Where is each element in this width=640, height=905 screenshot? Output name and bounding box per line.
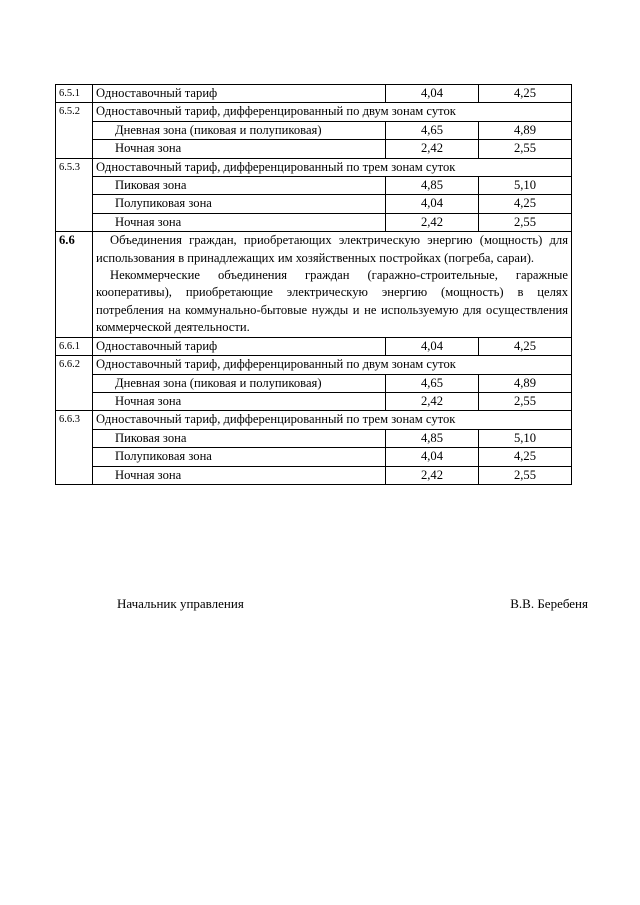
tariff-value-1: 4,65: [386, 121, 479, 139]
tariff-value-2: 2,55: [479, 213, 572, 231]
zone-label: Пиковая зона: [93, 429, 386, 447]
item-number: 6.6.3: [56, 411, 93, 485]
description-paragraph: Некоммерческие объединения граждан (гаражно-строительные, гаражные кооперативы), приобретающие электрическую энергию (мощность) в целях потребления на коммунально-бытовые нужды и не используемую для осуществления коммерческой деятельности.: [96, 268, 568, 335]
tariff-value-2: 5,10: [479, 429, 572, 447]
tariff-value-2: 4,25: [479, 337, 572, 355]
signatory-name: В.В. Беребеня: [510, 596, 588, 611]
description-paragraph: Объединения граждан, приобретающих электрическую энергию (мощность) для использования в принадлежащих им хозяйственных постройках (погреба, сараи).: [96, 233, 568, 265]
table-row: [56, 466, 572, 484]
table-row: [56, 158, 572, 176]
tariff-value-2: 4,89: [479, 374, 572, 392]
tariff-value-2: 5,10: [479, 177, 572, 195]
table-row: [56, 213, 572, 231]
table-row: [56, 374, 572, 392]
table-row: [56, 103, 572, 121]
zone-label: Ночная зона: [93, 213, 386, 231]
tariff-value-1: 4,04: [386, 448, 479, 466]
tariff-value-2: 2,55: [479, 392, 572, 410]
table-row: [56, 356, 572, 374]
tariff-table: [55, 84, 572, 485]
tariff-value-1: 4,04: [386, 337, 479, 355]
section-heading: Одноставочный тариф, дифференцированный по трем зонам суток: [93, 158, 572, 176]
table-row: [56, 411, 572, 429]
item-number: 6.5.2: [56, 103, 93, 158]
table-row: [56, 140, 572, 158]
zone-label: Пиковая зона: [93, 177, 386, 195]
zone-label: Ночная зона: [93, 466, 386, 484]
tariff-value-2: 2,55: [479, 140, 572, 158]
zone-label: Полупиковая зона: [93, 195, 386, 213]
tariff-value-2: 4,89: [479, 121, 572, 139]
tariff-value-1: 4,65: [386, 374, 479, 392]
zone-label: Ночная зона: [93, 140, 386, 158]
item-number: 6.6: [56, 232, 93, 337]
section-heading: Одноставочный тариф, дифференцированный по двум зонам суток: [93, 103, 572, 121]
item-number: 6.5.3: [56, 158, 93, 232]
tariff-value-2: 4,25: [479, 448, 572, 466]
zone-label: Дневная зона (пиковая и полупиковая): [93, 374, 386, 392]
tariff-value-2: 4,25: [479, 195, 572, 213]
tariff-value-2: 2,55: [479, 466, 572, 484]
table-row: [56, 429, 572, 447]
item-number: 6.5.1: [56, 85, 93, 103]
table-row: [56, 337, 572, 355]
tariff-value-1: 4,85: [386, 177, 479, 195]
tariff-value-2: 4,25: [479, 85, 572, 103]
tariff-value-1: 2,42: [386, 213, 479, 231]
tariff-value-1: 4,04: [386, 85, 479, 103]
tariff-value-1: 4,04: [386, 195, 479, 213]
tariff-label: Одноставочный тариф: [93, 337, 386, 355]
table-row: [56, 392, 572, 410]
zone-label: Дневная зона (пиковая и полупиковая): [93, 121, 386, 139]
tariff-value-1: 4,85: [386, 429, 479, 447]
section-heading: Одноставочный тариф, дифференцированный по трем зонам суток: [93, 411, 572, 429]
category-description: [93, 232, 572, 337]
signatory-position: Начальник управления: [117, 596, 244, 611]
table-row: [56, 195, 572, 213]
section-heading: Одноставочный тариф, дифференцированный по двум зонам суток: [93, 356, 572, 374]
tariff-value-1: 2,42: [386, 392, 479, 410]
table-row: [56, 121, 572, 139]
tariff-value-1: 2,42: [386, 466, 479, 484]
table-row: [56, 232, 572, 337]
table-row: [56, 85, 572, 103]
table-row: [56, 448, 572, 466]
item-number: 6.6.1: [56, 337, 93, 355]
tariff-value-1: 2,42: [386, 140, 479, 158]
zone-label: Ночная зона: [93, 392, 386, 410]
table-row: [56, 177, 572, 195]
item-number: 6.6.2: [56, 356, 93, 411]
zone-label: Полупиковая зона: [93, 448, 386, 466]
tariff-label: Одноставочный тариф: [93, 85, 386, 103]
